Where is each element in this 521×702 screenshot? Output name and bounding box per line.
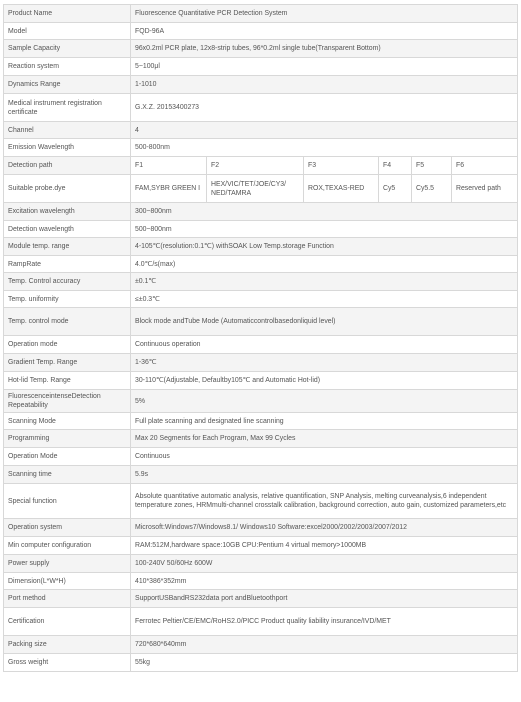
spec-label: Temp. uniformity	[4, 291, 131, 308]
spec-row	[4, 573, 518, 590]
spec-row	[4, 448, 518, 466]
spec-label: Scanning Mode	[4, 413, 131, 430]
spec-row	[4, 466, 518, 484]
spec-row-sample-capacity	[4, 40, 518, 58]
spec-table-container	[3, 4, 517, 672]
spec-value: 1-1010	[131, 76, 518, 94]
probe-dye-f4: Cy5	[379, 175, 412, 203]
spec-label: Module temp. range	[4, 238, 131, 256]
spec-value: 4.0℃/s(max)	[131, 256, 518, 273]
spec-value: SupportUSBandRS232data port andBluetoothport	[131, 590, 518, 608]
spec-value: FQD-96A	[131, 23, 518, 40]
probe-dye-f2: HEX/VIC/TET/JOE/CY3/ NED/TAMRA	[207, 175, 304, 203]
specifications-table	[3, 4, 518, 672]
spec-value: G.X.Z. 20153400273	[131, 94, 518, 122]
spec-label: Excitation wavelength	[4, 203, 131, 221]
spec-row	[4, 308, 518, 336]
detection-path-f6: F6	[452, 157, 518, 175]
spec-label: Sample Capacity	[4, 40, 131, 58]
spec-label: Dynamics Range	[4, 76, 131, 94]
spec-row	[4, 390, 518, 413]
probe-dye-f5: Cy5.5	[412, 175, 452, 203]
spec-row	[4, 336, 518, 354]
spec-value: 100-240V 50/60Hz 600W	[131, 555, 518, 573]
spec-row-registration-certificate	[4, 94, 518, 122]
spec-label: Product Name	[4, 5, 131, 23]
spec-label: Detection path	[4, 157, 131, 175]
spec-label: Temp. control mode	[4, 308, 131, 336]
spec-row	[4, 484, 518, 519]
spec-value: Max 20 Segments for Each Program, Max 99 Cycles	[131, 430, 518, 448]
spec-row	[4, 430, 518, 448]
spec-label: Programming	[4, 430, 131, 448]
spec-label: FluorescenceintenseDetection Repeatability	[4, 390, 131, 413]
spec-label: Channel	[4, 122, 131, 139]
spec-label: Suitable probe.dye	[4, 175, 131, 203]
detection-path-f5: F5	[412, 157, 452, 175]
spec-label: Packing size	[4, 636, 131, 654]
spec-label: Min computer configuration	[4, 537, 131, 555]
probe-dye-f1: FAM,SYBR GREEN I	[131, 175, 207, 203]
spec-row-dynamics-range	[4, 76, 518, 94]
spec-row	[4, 537, 518, 555]
spec-value: 5%	[131, 390, 518, 413]
spec-value: 500~800nm	[131, 221, 518, 238]
spec-value: ±0.1℃	[131, 273, 518, 291]
spec-row-model	[4, 23, 518, 40]
spec-label: Detection wavelength	[4, 221, 131, 238]
spec-value: RAM:512M,hardware space:10GB CPU:Pentium 4 virtual memory>1000MB	[131, 537, 518, 555]
spec-label: Dimension(L*W*H)	[4, 573, 131, 590]
spec-label: Scanning time	[4, 466, 131, 484]
spec-label: Power supply	[4, 555, 131, 573]
spec-value: 30-110℃(Adjustable, Defaultby105℃ and Automatic Hot-lid)	[131, 372, 518, 390]
spec-row	[4, 238, 518, 256]
spec-label: Model	[4, 23, 131, 40]
spec-row	[4, 413, 518, 430]
probe-dye-f6: Reserved path	[452, 175, 518, 203]
spec-label: Medical instrument registration certificate	[4, 94, 131, 122]
spec-value: Full plate scanning and designated line scanning	[131, 413, 518, 430]
spec-label: Gross weight	[4, 654, 131, 672]
spec-value: Continuous	[131, 448, 518, 466]
spec-value: 300~800nm	[131, 203, 518, 221]
spec-value: 5.9s	[131, 466, 518, 484]
spec-value: Absolute quantitative automatic analysis, relative quantification, SNP Analysis, melting curveanalysis,6 independent temperature zones, HRMmulti-channel crosstalk calibration, background correction, auto gain, customized parameters,etc	[131, 484, 518, 519]
detection-path-f2: F2	[207, 157, 304, 175]
spec-label: Port method	[4, 590, 131, 608]
spec-value: Ferrotec Peltier/CE/EMC/RoHS2.0/PICC Product quality liability insurance/IVD/MET	[131, 608, 518, 636]
spec-row	[4, 203, 518, 221]
spec-label: Special function	[4, 484, 131, 519]
spec-row	[4, 636, 518, 654]
spec-row-emission-wavelength	[4, 139, 518, 157]
spec-row	[4, 273, 518, 291]
spec-label: Reaction system	[4, 58, 131, 76]
spec-label: Operation mode	[4, 336, 131, 354]
spec-value: 4	[131, 122, 518, 139]
spec-label: RampRate	[4, 256, 131, 273]
spec-row	[4, 654, 518, 672]
detection-path-f3: F3	[304, 157, 379, 175]
spec-row-reaction-system	[4, 58, 518, 76]
spec-value: Microsoft:Windows7/Windows8.1/ Windows10 Software:excel2000/2002/2003/2007/2012	[131, 519, 518, 537]
spec-row	[4, 221, 518, 238]
spec-row	[4, 291, 518, 308]
spec-value: 4-105℃(resolution:0.1℃) withSOAK Low Temp.storage Function	[131, 238, 518, 256]
spec-label: Operation Mode	[4, 448, 131, 466]
spec-label: Certification	[4, 608, 131, 636]
spec-value: Block mode andTube Mode (Automaticcontrolbasedonliquid level)	[131, 308, 518, 336]
spec-value: 720*680*640mm	[131, 636, 518, 654]
spec-label: Hot-lid Temp. Range	[4, 372, 131, 390]
spec-value: Fluorescence Quantitative PCR Detection System	[131, 5, 518, 23]
spec-row	[4, 555, 518, 573]
spec-row	[4, 519, 518, 537]
spec-label: Temp. Control accuracy	[4, 273, 131, 291]
spec-row-product-name	[4, 5, 518, 23]
detection-path-f4: F4	[379, 157, 412, 175]
spec-value: ≤±0.3℃	[131, 291, 518, 308]
spec-row-channel	[4, 122, 518, 139]
spec-value: 410*386*352mm	[131, 573, 518, 590]
spec-value: 500-800nm	[131, 139, 518, 157]
spec-row	[4, 372, 518, 390]
spec-row	[4, 590, 518, 608]
spec-row-detection-path	[4, 157, 518, 175]
spec-row	[4, 354, 518, 372]
spec-label: Operation system	[4, 519, 131, 537]
spec-label: Gradient Temp. Range	[4, 354, 131, 372]
spec-label: Emission Wavelength	[4, 139, 131, 157]
spec-row-probe-dye	[4, 175, 518, 203]
spec-value: 5~100μl	[131, 58, 518, 76]
spec-row	[4, 256, 518, 273]
spec-row	[4, 608, 518, 636]
spec-value: 55kg	[131, 654, 518, 672]
spec-value: 1-36℃	[131, 354, 518, 372]
spec-value: 96x0.2ml PCR plate, 12x8-strip tubes, 96*0.2ml single tube(Transparent Bottom)	[131, 40, 518, 58]
probe-dye-f3: ROX,TEXAS-RED	[304, 175, 379, 203]
detection-path-f1: F1	[131, 157, 207, 175]
spec-value: Continuous operation	[131, 336, 518, 354]
